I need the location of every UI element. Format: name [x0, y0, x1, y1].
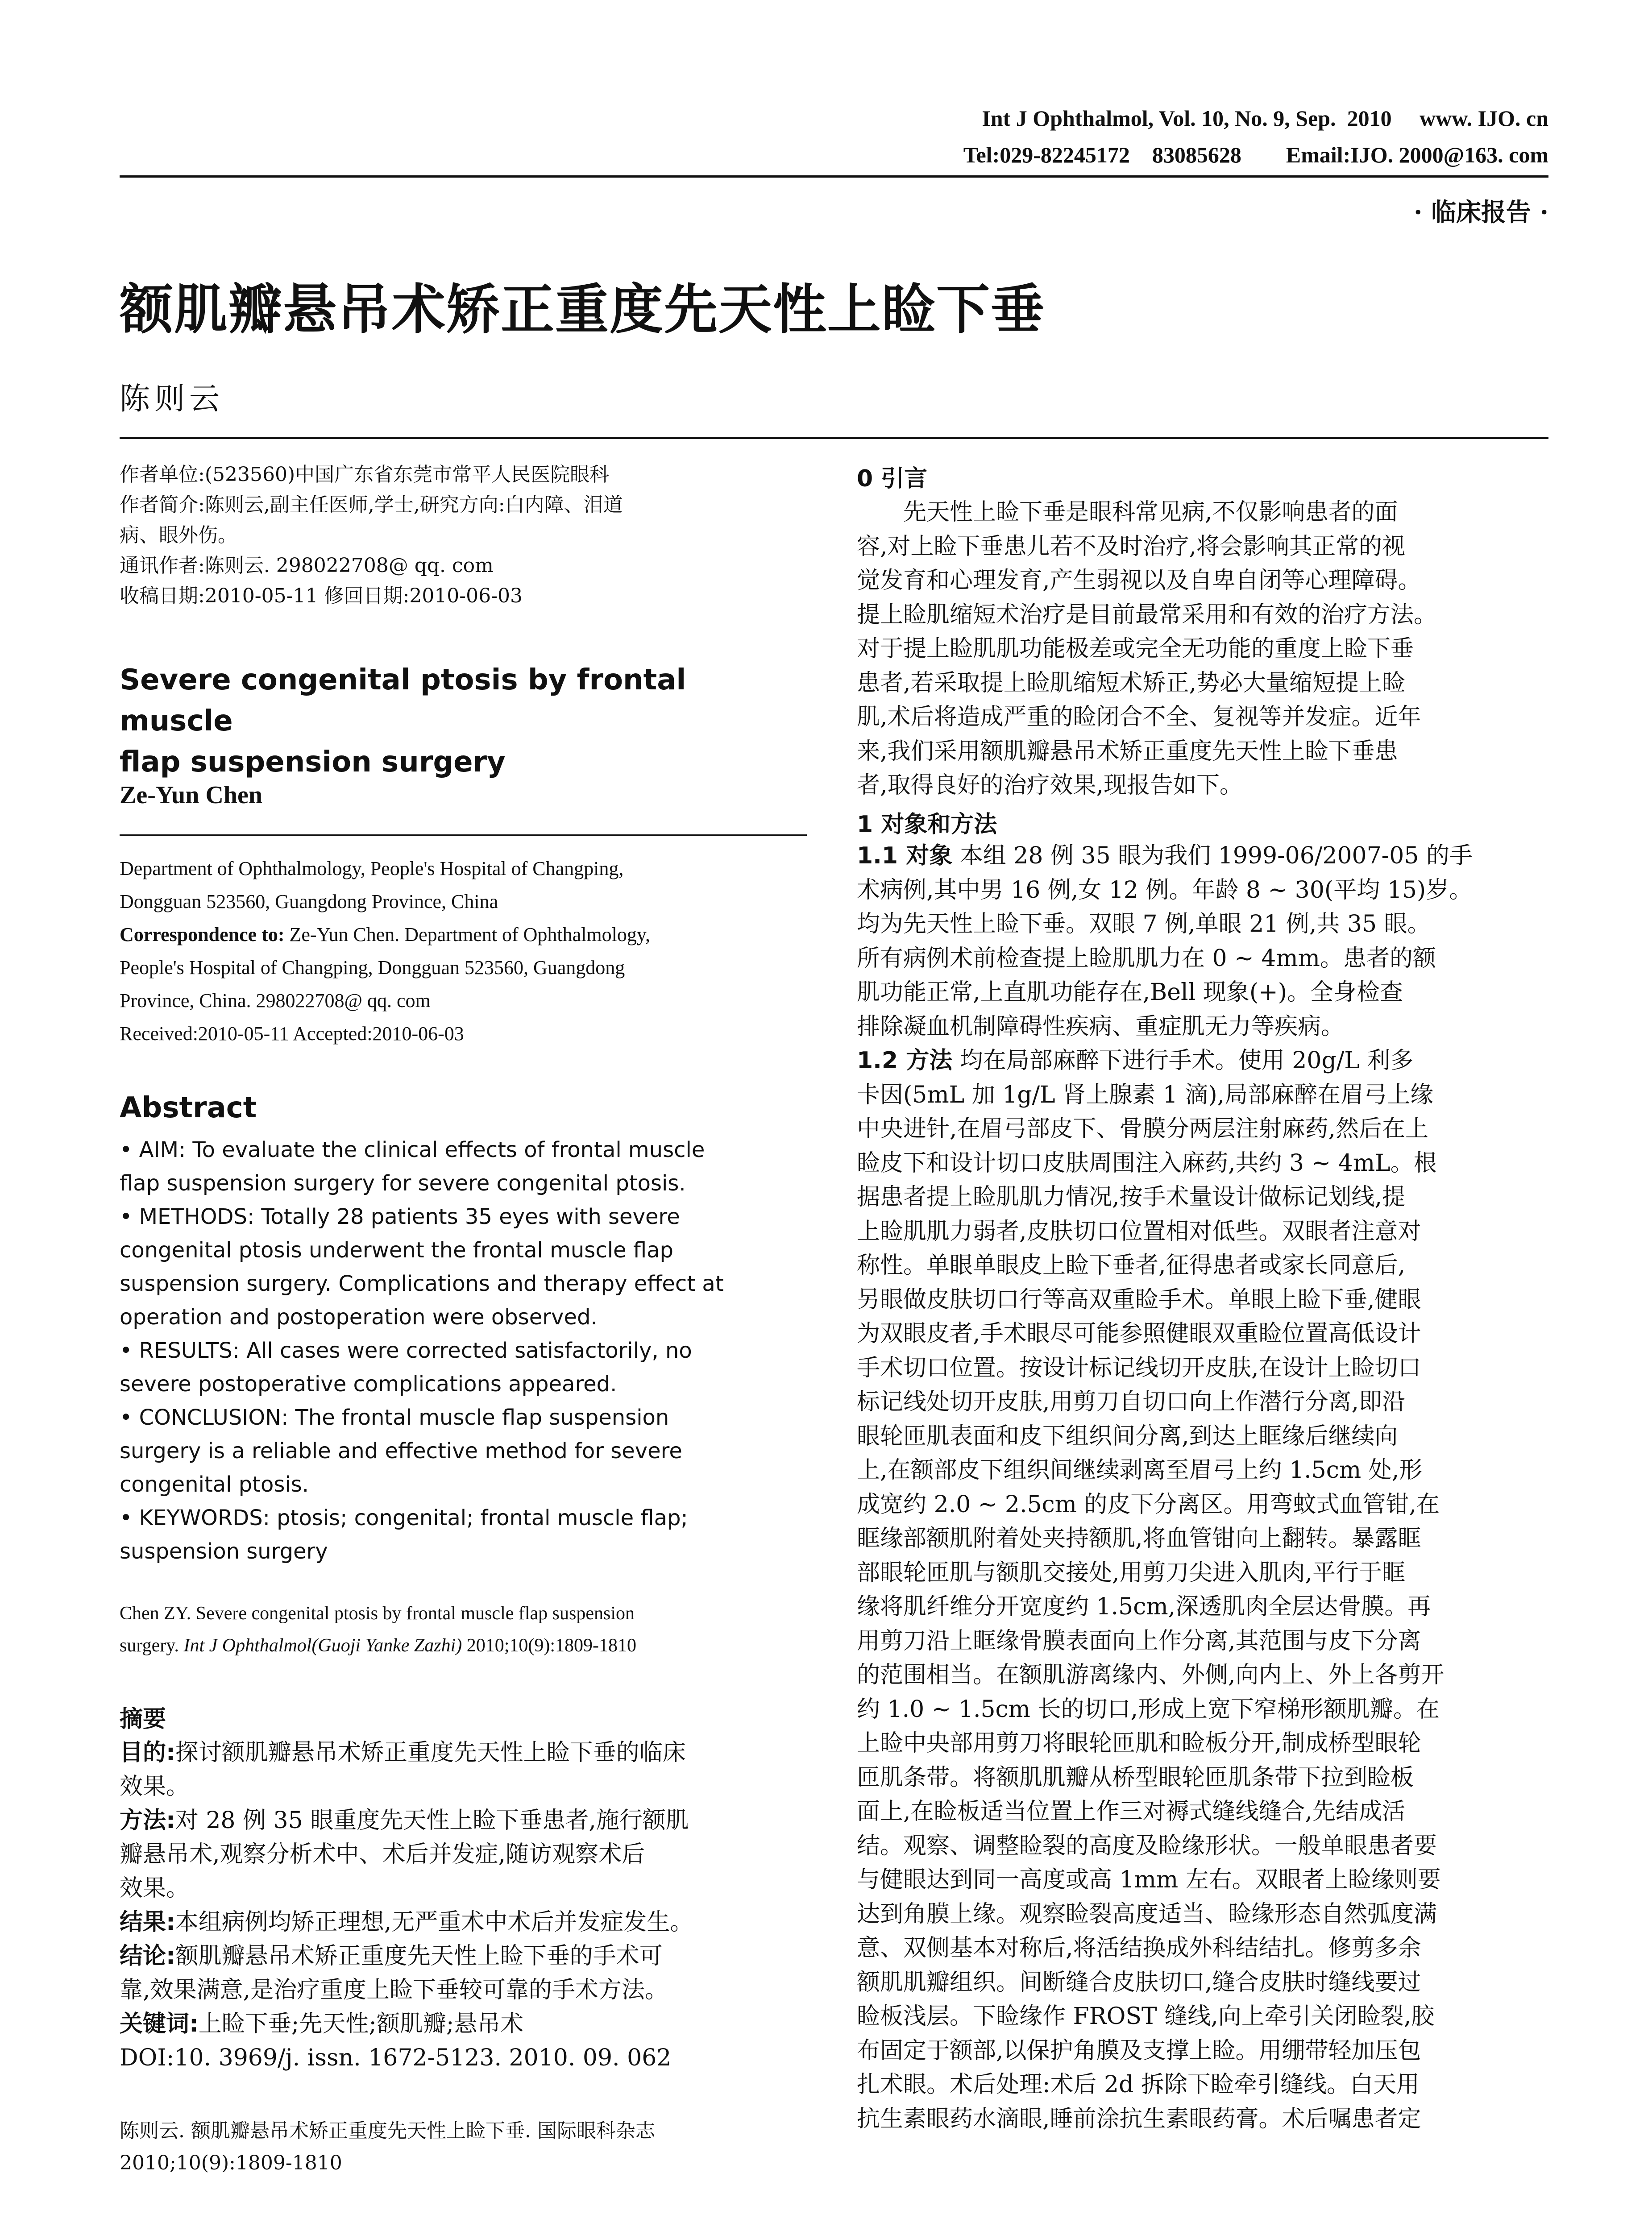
body-line: 来,我们采用额肌瓣悬吊术矫正重度先天性上睑下垂患	[857, 738, 1398, 765]
body-line: 眶缘部额肌附着处夹持额肌,将血管钳向上翻转。暴露眶	[857, 1525, 1421, 1552]
body-line: 扎术眼。术后处理:术后 2d 拆除下睑牵引缝线。白天用	[857, 2071, 1420, 2098]
body-line: 面上,在睑板适当位置上作三对褥式缝线缝合,先结成活	[857, 1798, 1406, 1825]
body-line: 睑板浅层。下睑缘作 FROST 缝线,向上牵引关闭睑裂,胶	[857, 2003, 1435, 2030]
body-line: 上,在额部皮下组织间继续剥离至眉弓上约 1.5cm 处,形	[857, 1457, 1423, 1484]
zhaiyao-text: 额肌瓣悬吊术矫正重度先天性上睑下垂的手术可	[175, 1943, 663, 1970]
affiliation-block	[120, 852, 807, 1050]
citation-en-text: 2010;10(9):1809-1810	[462, 1635, 637, 1656]
body-line: 匝肌条带。将额肌肌瓣从桥型眼轮匝肌条带下拉到睑板	[857, 1764, 1414, 1791]
body-line: 中央进针,在眉弓部皮下、骨膜分两层注射麻药,然后在上	[857, 1116, 1429, 1142]
body-line: 所有病例术前检查提上睑肌肌力在 0 ~ 4mm。患者的额	[857, 945, 1436, 972]
zhaiyao-line	[120, 1804, 807, 1837]
author-cn: 陈则云	[120, 382, 224, 417]
affiliation-line: Department of Ophthalmology, People's Hospital of Changping,	[120, 858, 624, 879]
citation-cn-line: 陈则云. 额肌瓣悬吊术矫正重度先天性上睑下垂. 国际眼科杂志	[120, 2119, 655, 2142]
body-line: 上睑中央部用剪刀将眼轮匝肌和睑板分开,制成桥型眼轮	[857, 1730, 1421, 1757]
author-en: Ze-Yun Chen	[120, 781, 263, 809]
body-line	[857, 1044, 1548, 1078]
body-line: 标记线处切开皮肤,用剪刀自切口向上作潜行分离,即沿	[857, 1389, 1406, 1415]
body-line: 据患者提上睑肌肌力情况,按手术量设计做标记划线,提	[857, 1184, 1406, 1211]
correspondence-text: Ze-Yun Chen. Department of Ophthalmology,	[284, 924, 650, 945]
header-rule	[120, 175, 1548, 178]
article-title-en	[120, 659, 807, 783]
author-info-line: 收稿日期:2010-05-11 修回日期:2010-06-03	[120, 585, 523, 607]
zhaiyao-text: 上睑下垂;先天性;额肌瓣;悬吊术	[198, 2011, 524, 2037]
title-rule	[120, 437, 1548, 439]
author-info-line: 通讯作者:陈则云. 298022708@ qq. com	[120, 554, 494, 577]
author-info-block	[120, 460, 807, 611]
zhaiyao-line: 效果。	[120, 1875, 190, 1902]
citation-en-line: Chen ZY. Severe congenital ptosis by frontal muscle flap suspension	[120, 1603, 635, 1624]
abstract-line: surgery is a reliable and effective method for severe	[120, 1439, 682, 1464]
abstract-line: • KEYWORDS: ptosis; congenital; frontal muscle flap;	[120, 1505, 688, 1530]
body-line: 患者,若采取提上睑肌缩短术矫正,势必大量缩短提上睑	[857, 669, 1406, 697]
citation-cn-line: 2010;10(9):1809-1810	[120, 2152, 342, 2174]
body-line: 称性。单眼单眼皮上睑下垂者,征得患者或家长同意后,	[857, 1252, 1406, 1279]
body-line: 均为先天性上睑下垂。双眼 7 例,单眼 21 例,共 35 眼。	[857, 911, 1431, 937]
citation-en-text: surgery.	[120, 1635, 184, 1656]
body-line: 肌,术后将造成严重的睑闭合不全、复视等并发症。近年	[857, 704, 1421, 730]
body-line: 者,取得良好的治疗效果,现报告如下。	[857, 772, 1243, 799]
body-line: 对于提上睑肌肌功能极差或完全无功能的重度上睑下垂	[857, 635, 1414, 662]
body-line: 卡因(5mL 加 1g/L 肾上腺素 1 滴),局部麻醉在眉弓上缘	[857, 1081, 1434, 1108]
section-1-heading: 1 对象和方法	[857, 811, 997, 838]
subsection-1-1-label: 1.1 对象	[857, 842, 953, 869]
body-line: 结。观察、调整睑裂的高度及睑缘形状。一般单眼患者要	[857, 1832, 1437, 1859]
subsection-1-2-label: 1.2 方法	[857, 1047, 953, 1074]
abstract-body	[120, 1133, 807, 1568]
body-line: 达到角膜上缘。观察睑裂高度适当、睑缘形态自然弧度满	[857, 1900, 1437, 1928]
body-line: 排除凝血机制障碍性疾病、重症肌无力等疾病。	[857, 1013, 1345, 1040]
body-line: 用剪刀沿上眶缘骨膜表面向上作分离,其范围与皮下分离	[857, 1627, 1421, 1655]
zhaiyao-label: 结果:	[120, 1909, 175, 1936]
zhaiyao-label: 方法:	[120, 1807, 175, 1834]
body-line: 与健眼达到同一高度或高 1mm 左右。双眼者上睑缘则要	[857, 1866, 1441, 1893]
body-text: 均在局部麻醉下进行手术。使用 20g/L 利多	[952, 1047, 1414, 1074]
zhaiyao-label: 目的:	[120, 1739, 175, 1766]
citation-en-line	[120, 1630, 807, 1662]
body-line: 手术切口位置。按设计标记线切开皮肤,在设计上睑切口	[857, 1354, 1421, 1381]
correspondence-line: Province, China. 298022708@ qq. com	[120, 990, 431, 1012]
zhaiyao-line	[120, 1939, 807, 1973]
section-tag: · 临床报告 ·	[1414, 198, 1548, 227]
citation-cn	[120, 2115, 807, 2179]
section-0-body	[857, 495, 1548, 803]
author-info-line: 病、眼外伤。	[120, 524, 237, 547]
title-en-line: Severe congenital ptosis by frontal muscle	[120, 663, 686, 738]
abstract-line: • METHODS: Totally 28 patients 35 eyes with severe	[120, 1204, 680, 1229]
body-line: 另眼做皮肤切口行等高双重睑手术。单眼上睑下垂,健眼	[857, 1286, 1421, 1313]
doi: DOI:10. 3969/j. issn. 1672-5123. 2010. 09. 062	[120, 2044, 672, 2071]
body-line: 术病例,其中男 16 例,女 12 例。年龄 8 ~ 30(平均 15)岁。	[857, 876, 1473, 904]
zhaiyao-heading: 摘要	[120, 1706, 166, 1733]
correspondence-line	[120, 918, 807, 951]
zhaiyao-line: 靠,效果满意,是治疗重度上睑下垂较可靠的手术方法。	[120, 1977, 668, 2003]
zhaiyao-line	[120, 1736, 807, 1770]
body-line: 约 1.0 ~ 1.5cm 长的切口,形成上宽下窄梯形额肌瓣。在	[857, 1696, 1440, 1723]
title-en-line: flap suspension surgery	[120, 746, 506, 779]
zhaiyao-label: 关键词:	[120, 2011, 199, 2037]
body-line: 布固定于额部,以保护角膜及支撑上睑。用绷带轻加压包	[857, 2037, 1421, 2064]
abstract-line: suspension surgery	[120, 1539, 328, 1564]
journal-contact-line: Tel:029-82245172 83085628 Email:IJO. 2000@163. com	[963, 142, 1548, 167]
body-line: 上睑肌肌力弱者,皮肤切口位置相对低些。双眼者注意对	[857, 1218, 1421, 1245]
article-title-cn: 额肌瓣悬吊术矫正重度先天性上睑下垂	[120, 279, 1045, 341]
body-line: 的范围相当。在额肌游离缘内、外侧,向内上、外上各剪开	[857, 1662, 1444, 1688]
zhaiyao-label: 结论:	[120, 1943, 175, 1970]
received-dates: Received:2010-05-11 Accepted:2010-06-03	[120, 1023, 464, 1045]
journal-header-line: Int J Ophthalmol, Vol. 10, No. 9, Sep. 2010 www. IJO. cn	[982, 106, 1548, 131]
body-line: 成宽约 2.0 ~ 2.5cm 的皮下分离区。用弯蚊式血管钳,在	[857, 1491, 1440, 1518]
body-line: 眼轮匝肌表面和皮下组织间分离,到达上眶缘后继续向	[857, 1422, 1398, 1450]
abstract-heading: Abstract	[120, 1091, 257, 1124]
zhaiyao-line: 效果。	[120, 1773, 190, 1800]
body-line: 睑皮下和设计切口皮肤周围注入麻药,共约 3 ~ 4mL。根	[857, 1149, 1437, 1177]
abstract-line: severe postoperative complications appeared.	[120, 1372, 617, 1397]
zhaiyao-text: 对 28 例 35 眼重度先天性上睑下垂患者,施行额肌	[175, 1807, 689, 1834]
body-line: 抗生素眼药水滴眼,睡前涂抗生素眼药膏。术后嘱患者定	[857, 2105, 1421, 2132]
section-0-heading: 0 引言	[857, 465, 928, 492]
body-line: 为双眼皮者,手术眼尽可能参照健眼双重睑位置高低设计	[857, 1320, 1421, 1347]
affiliation-rule	[120, 834, 807, 836]
abstract-line: operation and postoperation were observed.	[120, 1305, 598, 1330]
zhaiyao-body	[120, 1736, 807, 2075]
abstract-line: congenital ptosis underwent the frontal muscle flap	[120, 1238, 673, 1263]
body-line: 容,对上睑下垂患儿若不及时治疗,将会影响其正常的视	[857, 533, 1406, 560]
abstract-line: • AIM: To evaluate the clinical effects of frontal muscle	[120, 1137, 705, 1162]
zhaiyao-line	[120, 1905, 807, 1939]
body-line	[857, 839, 1548, 873]
abstract-line: congenital ptosis.	[120, 1472, 309, 1497]
author-info-line: 作者简介:陈则云,副主任医师,学士,研究方向:白内障、泪道	[120, 493, 623, 516]
author-info-line: 作者单位:(523560)中国广东省东莞市常平人民医院眼科	[120, 463, 610, 486]
correspondence-line: People's Hospital of Changping, Dongguan 523560, Guangdong	[120, 957, 625, 979]
abstract-line: flap suspension surgery for severe congenital ptosis.	[120, 1171, 686, 1196]
body-line: 肌功能正常,上直肌功能存在,Bell 现象(+)。全身检查	[857, 979, 1403, 1006]
zhaiyao-line: 瓣悬吊术,观察分析术中、术后并发症,随访观察术后	[120, 1841, 645, 1868]
body-line: 意、双侧基本对称后,将活结换成外科结结扎。修剪多余	[857, 1935, 1421, 1961]
zhaiyao-text: 本组病例均矫正理想,无严重术中术后并发症发生。	[175, 1909, 693, 1936]
journal-name: Int J Ophthalmol(Guoji Yanke Zazhi)	[183, 1635, 462, 1656]
section-1-body	[857, 839, 1548, 2136]
zhaiyao-line	[120, 2007, 807, 2041]
body-text: 本组 28 例 35 眼为我们 1999-06/2007-05 的手	[952, 842, 1473, 869]
body-line: 提上睑肌缩短术治疗是目前最常采用和有效的治疗方法。	[857, 601, 1437, 628]
affiliation-line: Dongguan 523560, Guangdong Province, China	[120, 891, 498, 912]
body-line: 部眼轮匝肌与额肌交接处,用剪刀尖进入肌肉,平行于眶	[857, 1559, 1406, 1586]
abstract-line: • CONCLUSION: The frontal muscle flap suspension	[120, 1405, 669, 1430]
correspondence-label: Correspondence to:	[120, 924, 285, 945]
citation-en	[120, 1597, 807, 1662]
body-line: 额肌肌瓣组织。间断缝合皮肤切口,缝合皮肤时缝线要过	[857, 1969, 1421, 1996]
abstract-line: • RESULTS: All cases were corrected satisfactorily, no	[120, 1338, 692, 1363]
body-line: 先天性上睑下垂是眼科常见病,不仅影响患者的面	[903, 499, 1398, 526]
body-line: 缘将肌纤维分开宽度约 1.5cm,深透肌肉全层达骨膜。再	[857, 1593, 1431, 1620]
abstract-line: suspension surgery. Complications and therapy effect at	[120, 1271, 724, 1296]
body-line: 觉发育和心理发育,产生弱视以及自卑自闭等心理障碍。	[857, 567, 1421, 594]
zhaiyao-text: 探讨额肌瓣悬吊术矫正重度先天性上睑下垂的临床	[175, 1739, 686, 1766]
